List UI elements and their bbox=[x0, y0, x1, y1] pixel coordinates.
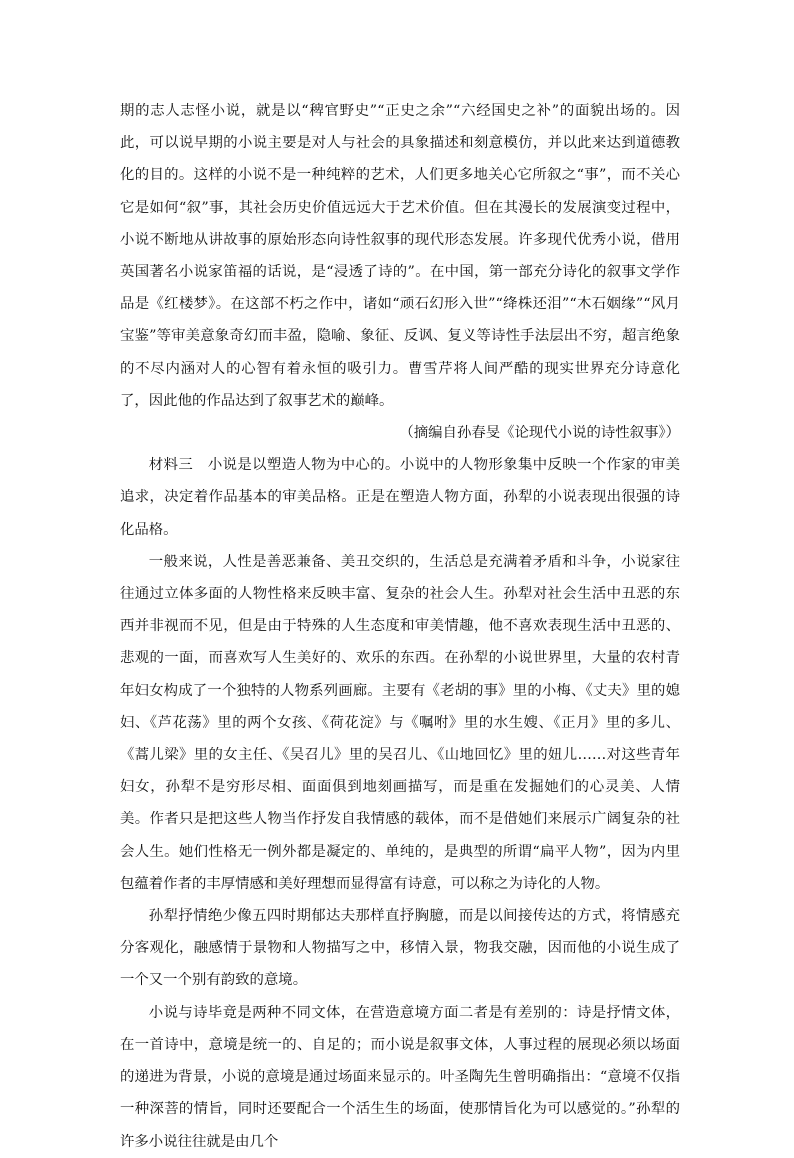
paragraph-lyricism: 孙犁抒情绝少像五四时期郁达夫那样直抒胸臆，而是以间接传达的方式，将情感充分客观化，融感情于景物和人物描写之中，移情入景，物我交融，因而他的小说生成了一个又一个别有韵致的意境。 bbox=[120, 908, 680, 989]
paragraph-material-two-continued: 期的志人志怪小说，就是以“稗官野史”“正史之余”“六经国史之补”的面貌出场的。因此，可以说早期的小说主要是对人与社会的具象描述和刻意模仿，并以此来达到道德教化的目的。这样的小说不是一种纯粹的艺术，人们更多地关心它所叙之“事”，而不关心它是如何“叙”事，其社会历史价值远远大于艺术价值。但在其漫长的发展演变过程中，小说不断地从讲故事的原始形态向诗性叙事的现代形态发展。许多现代优秀小说，借用英国著名小说家笛福的话说，是“浸透了诗的”。在中国，第一部充分诗化的叙事文学作品是《红楼梦》。在这部不朽之作中，诸如“顽石幻形入世”“绛株还泪”“木石姻缘”“风月宝鉴”等审美意象奇幻而丰盈，隐喻、象征、反讽、复义等诗性手法层出不穷，超言绝象的不尽内涵对人的心智有着永恒的吸引力。曹雪芹将人间严酷的现实世界充分诗意化了，因此他的作品达到了叙事艺术的巅峰。 bbox=[120, 103, 680, 409]
paragraph-artistic-conception: 小说与诗毕竟是两种不同文体，在营造意境方面二者是有差别的：诗是抒情文体，在一首诗中，意境是统一的、自足的；而小说是叙事文体，人事过程的展现必须以场面的递进为背景，小说的意境是通过场面来显示的。叶圣陶先生曾明确指出：“意境不仅指一种深菩的情旨，同时还要配合一个活生生的场面，使那情旨化为可以感觉的。”孙犁的许多小说往往就是由几个 bbox=[120, 1004, 680, 1150]
document-page bbox=[120, 95, 680, 1158]
source-citation: （摘编自孙春旻《论现代小说的诗性叙事》） bbox=[399, 425, 680, 442]
paragraph-material-three-intro: 材料三 小说是以塑造人物为中心的。小说中的人物形象集中反映一个作家的审美追求，决定着作品基本的审美品格。正是在塑造人物方面，孙犁的小说表现出很强的诗化品格。 bbox=[120, 457, 680, 538]
paragraph-characters: 一般来说，人性是善恶兼备、美丑交织的，生活总是充满着矛盾和斗争，小说家往往通过立体多面的人物性格来反映丰富、复杂的社会人生。孙犁对社会生活中丑恶的东西并非视而不见，但是由于特殊的人生态度和审美情趣，他不喜欢表现生活中丑恶的、悲观的一面，而喜欢写人生美好的、欢乐的东西。在孙犁的小说世界里，大量的农村青年妇女构成了一个独特的人物系列画廊。主要有《老胡的事》里的小梅、《丈夫》里的媳妇、《芦花荡》里的两个女孩、《荷花淀》与《嘱咐》里的水生嫂、《正月》里的多儿、《蒿儿梁》里的女主任、《吴召儿》里的吴召儿、《山地回忆》里的妞儿……对这些青年妇女，孙犁不是穷形尽相、面面俱到地刻画描写，而是重在发掘她们的心灵美、人情美。作者只是把这些人物当作抒发自我情感的载体，而不是借她们来展示广阔复杂的社会人生。她们性格无一例外都是凝定的、单纯的，是典型的所谓“扁平人物”，因为内里包蕴着作者的丰厚情感和美好理想而显得富有诗意，可以称之为诗化的人物。 bbox=[120, 553, 680, 892]
